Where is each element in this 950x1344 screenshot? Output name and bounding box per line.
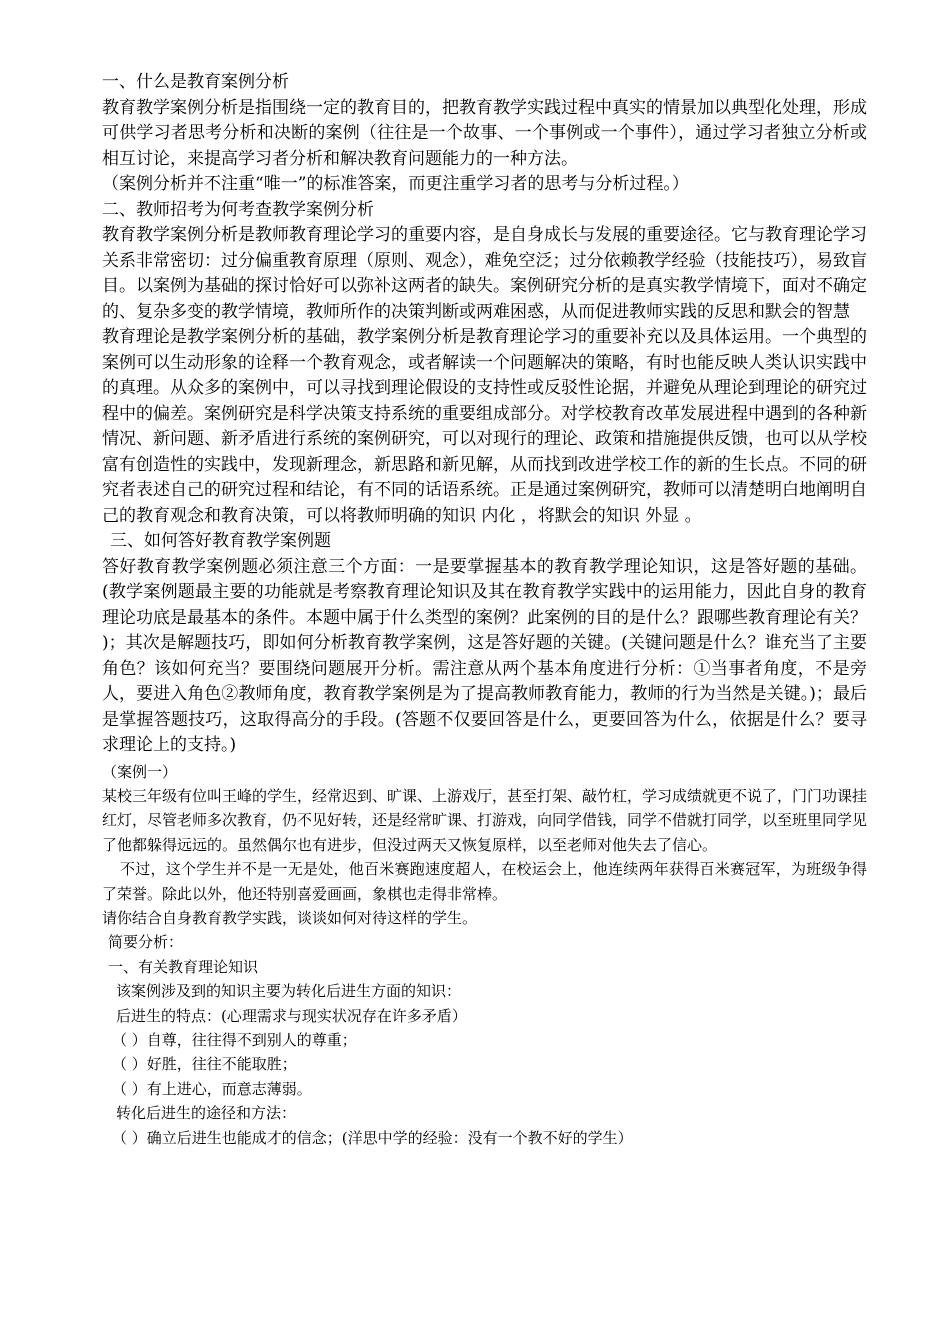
list-item-method-1: （ ）确立后进生也能成才的信念；(洋思中学的经验：没有一个教不好的学生） <box>112 1128 633 1147</box>
document-page <box>102 70 867 1150</box>
case-paragraph-1: 某校三年级有位叫王峰的学生，经常迟到、旷课、上游戏厅，甚至打架、敲竹杠，学习成绩就更不说了，门门功课挂红灯，尽管老师多次教育，仍不见好转，还是经常旷课、打游戏，向同学借钱，同学不借就打同学，以至班里同学见了他都躲得远远的。虽然偶尔也有进步，但没过两天又恢复原样，以至老师对他失去了信心。 <box>102 786 868 854</box>
paragraph-definition: 教育教学案例分析是指围绕一定的教育目的，把教育教学实践过程中真实的情景加以典型化处理，形成可供学习者思考分析和决断的案例（往往是一个故事、一个事例或一个事件），通过学习者独立分析或相互讨论，来提高学习者分析和解决教育问题能力的一种方法。 <box>102 97 867 169</box>
methods-heading: 转化后进生的途径和方法： <box>116 1104 297 1123</box>
case-section <box>102 760 867 1151</box>
paragraph-answer-tips: 答好教育教学案例题必须注意三个方面：一是要掌握基本的教育教学理论知识，这是答好题的基础。(教学案例题最主要的功能就是考察教育理论知识及其在教育教学实践中的运用能力，因此自身的教育理论功底是最基本的条件。本题中属于什么类型的案例？此案例的目的是什么？跟哪些教育理论有关？ )；其次是解题技巧，即如何分析教育教学案例，这是答好题的关键。(关键问题是什么？谁充当了主要角色？该如何充当？要围绕问题展开分析。需注意从两个基本角度进行分析：①当事者角度，不是旁人，要进入角色②教师角度，教育教学案例是为了提高教师教育能力，教师的行为当然是关键。)；最后是掌握答题技巧，这取得高分的手段。(答题不仅要回答是什么，更要回答为什么，依据是什么？要寻求理论上的支持。) <box>102 556 867 755</box>
list-item-feature-3: （ ）有上进心，而意志薄弱。 <box>112 1079 312 1098</box>
theory-intro: 该案例涉及到的知识主要为转化后进生方面的知识： <box>116 982 462 1001</box>
theory-heading: 一、有关教育理论知识 <box>108 957 259 976</box>
paragraph-theory-relation: 教育理论是教学案例分析的基础，教学案例分析是教育理论学习的重要补充以及具体运用。一个典型的案例可以生动形象的诠释一个教育观念，或者解读一个问题解决的策略，有时也能反映人类认识实践中的真理。从众多的案例中，可以寻找到理论假设的支持性或反驳性论据，并避免从理论到理论的研究过程中的偏差。案例研究是科学决策支持系统的重要组成部分。对学校教育改革发展进程中遇到的各种新情况、新问题、新矛盾进行系统的案例研究，可以对现行的理论、政策和措施提供反馈，也可以从学校富有创造性的实践中，发现新理念，新思路和新见解，从而找到改进学校工作的新的生长点。不同的研究者表述自己的研究过程和结论，有不同的话语系统。正是通过案例研究，教师可以清楚明白地阐明自己的教育观念和教育决策，可以将教师明确的知识 内化 ，将默会的知识 外显 。 <box>102 327 867 526</box>
features-heading: 后进生的特点：(心理需求与现实状况存在许多矛盾） <box>116 1006 467 1025</box>
case-question: 请你结合自身教育教学实践，谈谈如何对待这样的学生。 <box>102 908 478 927</box>
case-paragraph-2: 不过，这个学生并不是一无是处，他百米赛跑速度超人，在校运会上，他连续两年获得百米赛冠军，为班级争得了荣誉。除此以外，他还特别喜爱画画，象棋也走得非常棒。 <box>102 860 867 903</box>
analysis-label: 简要分析： <box>108 933 184 952</box>
paragraph-importance: 教育教学案例分析是教师教育理论学习的重要内容，是自身成长与发展的重要途径。它与教育理论学习关系非常密切：过分偏重教育原理（原则、观念），难免空泛；过分依赖教学经验（技能技巧），易致盲目。以案例为基础的探讨恰好可以弥补这两者的缺失。案例研究分析的是真实教学情境下，面对不确定的、复杂多变的教学情境，教师所作的决策判断或两难困惑，从而促进教师实践的反思和默会的智慧 <box>102 225 867 322</box>
section-heading-how-answer: 三、如何答好教育教学案例题 <box>110 531 331 551</box>
list-item-feature-2: （ ）好胜，往往不能取胜； <box>112 1055 297 1074</box>
list-item-feature-1: （ ）自尊，往往得不到别人的尊重； <box>112 1030 357 1049</box>
case-label: （案例一） <box>102 762 178 781</box>
essay-section <box>102 70 867 759</box>
section-heading-why-exam: 二、教师招考为何考查教学案例分析 <box>102 199 374 220</box>
paragraph-note: （案例分析并不注重“唯一”的标准答案，而更注重学习者的思考与分析过程。） <box>102 174 689 194</box>
section-heading-what-is: 一、什么是教育案例分析 <box>102 72 289 92</box>
